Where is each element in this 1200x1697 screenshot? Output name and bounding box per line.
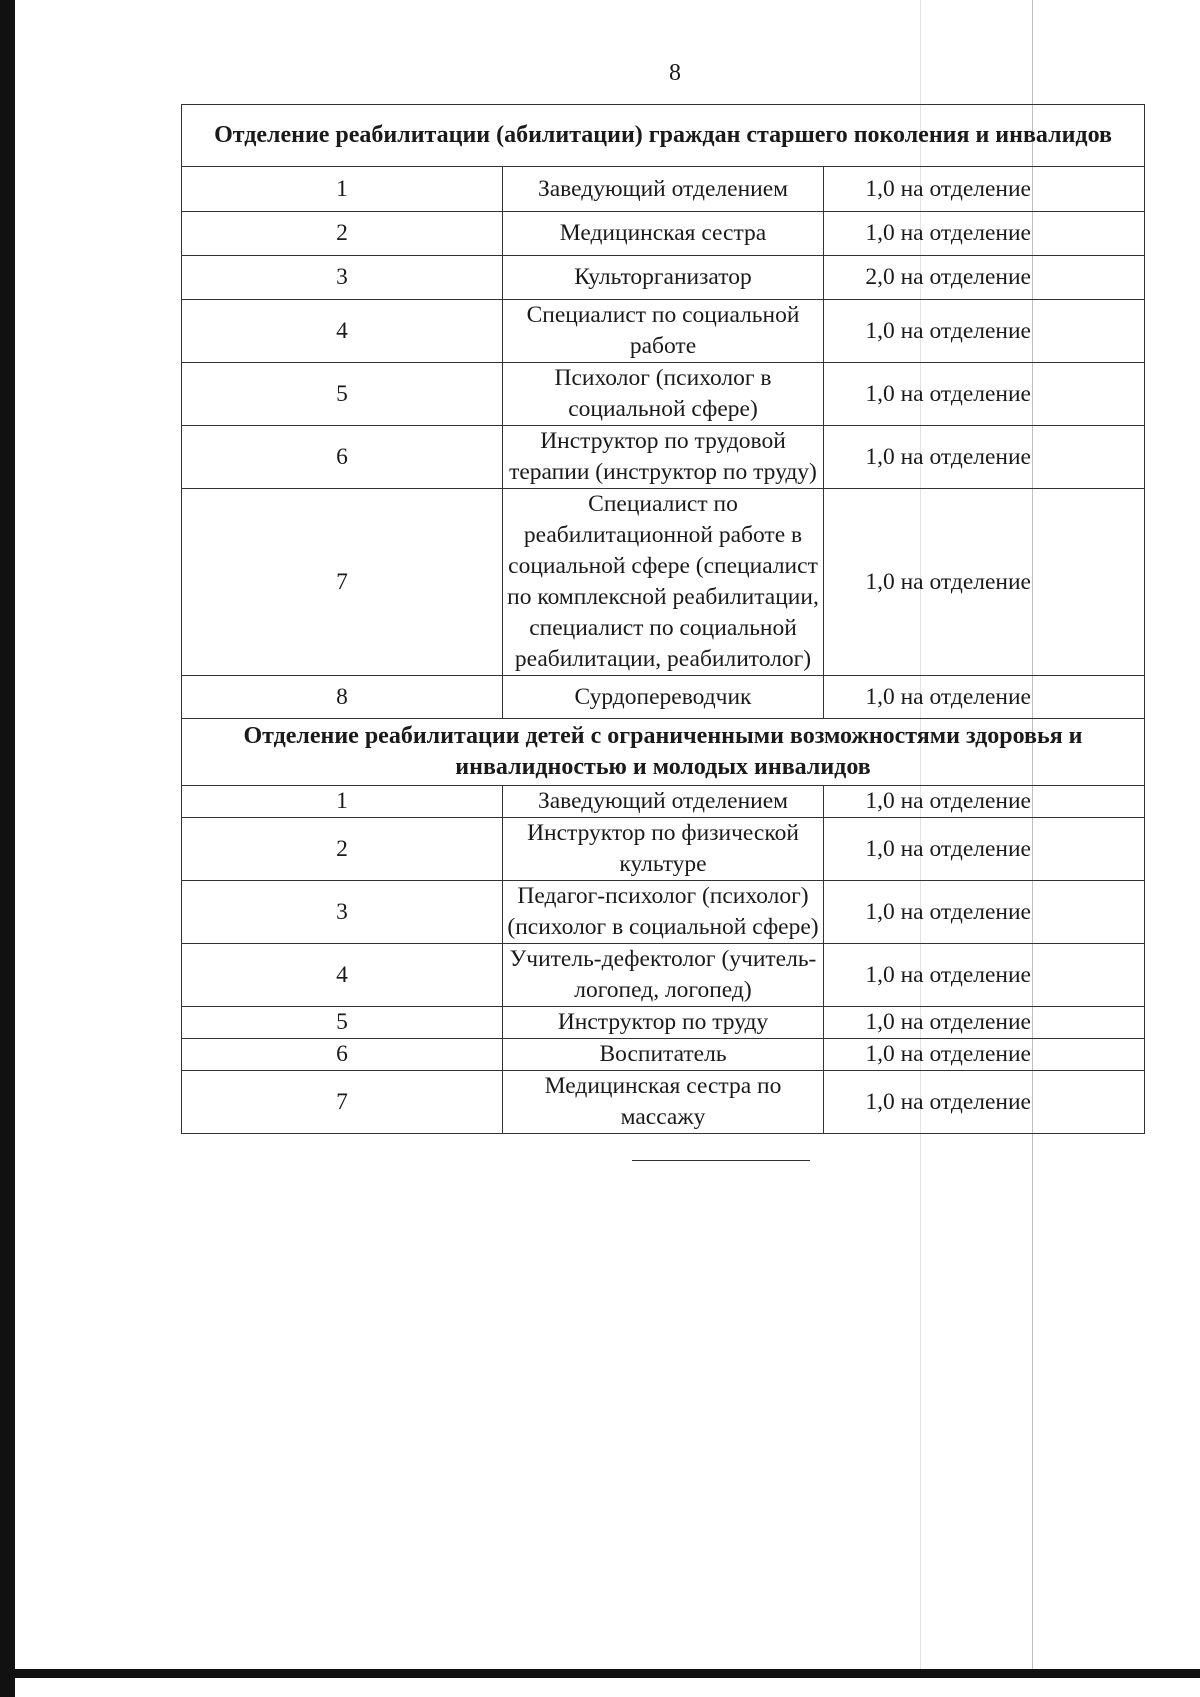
row-number: 3 [182, 881, 503, 944]
row-number: 7 [182, 1071, 503, 1134]
staff-rate: 1,0 на отделение [824, 363, 1145, 426]
row-number: 5 [182, 363, 503, 426]
staff-rate: 1,0 на отделение [824, 489, 1145, 676]
position-name: Инструктор по труду [503, 1007, 824, 1039]
end-of-table-rule [632, 1160, 810, 1161]
position-name: Медицинская сестра по массажу [503, 1071, 824, 1134]
row-number: 2 [182, 818, 503, 881]
staff-rate: 1,0 на отделение [824, 1071, 1145, 1134]
row-number: 6 [182, 1039, 503, 1071]
position-name: Специалист по социальной работе [503, 300, 824, 363]
table-row [182, 1071, 1145, 1134]
table-row [182, 676, 1145, 719]
staff-rate: 1,0 на отделение [824, 1007, 1145, 1039]
table-row [182, 256, 1145, 300]
scan-edge-left [0, 0, 15, 1697]
row-number: 3 [182, 256, 503, 300]
section-header-row [182, 719, 1145, 786]
position-name: Специалист по реабилитационной работе в социальной сфере (специалист по комплексной реабилитации, специалист по социальной реабилитации, реабилитолог) [503, 489, 824, 676]
staff-rate: 1,0 на отделение [824, 786, 1145, 818]
staff-rate: 1,0 на отделение [824, 676, 1145, 719]
section-title: Отделение реабилитации детей с ограниченными возможностями здоровья и инвалидностью и молодых инвалидов [182, 719, 1145, 786]
position-name: Заведующий отделением [503, 167, 824, 212]
staff-table-body [182, 105, 1145, 1134]
position-name: Педагог-психолог (психолог) (психолог в социальной сфере) [503, 881, 824, 944]
table-row [182, 363, 1145, 426]
table-row [182, 167, 1145, 212]
staff-rate: 1,0 на отделение [824, 944, 1145, 1007]
section-header-row [182, 105, 1145, 167]
position-name: Заведующий отделением [503, 786, 824, 818]
row-number: 1 [182, 167, 503, 212]
row-number: 2 [182, 212, 503, 256]
table-row [182, 881, 1145, 944]
row-number: 6 [182, 426, 503, 489]
staff-rate: 2,0 на отделение [824, 256, 1145, 300]
table-row [182, 786, 1145, 818]
table-row [182, 1039, 1145, 1071]
position-name: Инструктор по трудовой терапии (инструктор по труду) [503, 426, 824, 489]
table-row [182, 212, 1145, 256]
table-row [182, 489, 1145, 676]
table-row [182, 300, 1145, 363]
section-title: Отделение реабилитации (абилитации) граждан старшего поколения и инвалидов [182, 105, 1145, 167]
position-name: Психолог (психолог в социальной сфере) [503, 363, 824, 426]
table-row [182, 944, 1145, 1007]
row-number: 5 [182, 1007, 503, 1039]
position-name: Учитель-дефектолог (учитель-логопед, логопед) [503, 944, 824, 1007]
position-name: Культорганизатор [503, 256, 824, 300]
staff-rate: 1,0 на отделение [824, 818, 1145, 881]
row-number: 4 [182, 944, 503, 1007]
table-row [182, 1007, 1145, 1039]
position-name: Медицинская сестра [503, 212, 824, 256]
row-number: 1 [182, 786, 503, 818]
position-name: Сурдопереводчик [503, 676, 824, 719]
staff-table [181, 104, 1145, 1134]
staff-rate: 1,0 на отделение [824, 1039, 1145, 1071]
page-number: 8 [669, 60, 681, 86]
staff-rate: 1,0 на отделение [824, 881, 1145, 944]
staff-rate: 1,0 на отделение [824, 426, 1145, 489]
row-number: 7 [182, 489, 503, 676]
position-name: Воспитатель [503, 1039, 824, 1071]
position-name: Инструктор по физической культуре [503, 818, 824, 881]
table-row [182, 818, 1145, 881]
row-number: 4 [182, 300, 503, 363]
staff-rate: 1,0 на отделение [824, 300, 1145, 363]
row-number: 8 [182, 676, 503, 719]
staff-rate: 1,0 на отделение [824, 167, 1145, 212]
staff-rate: 1,0 на отделение [824, 212, 1145, 256]
scan-edge-bottom [0, 1669, 1200, 1678]
table-row [182, 426, 1145, 489]
